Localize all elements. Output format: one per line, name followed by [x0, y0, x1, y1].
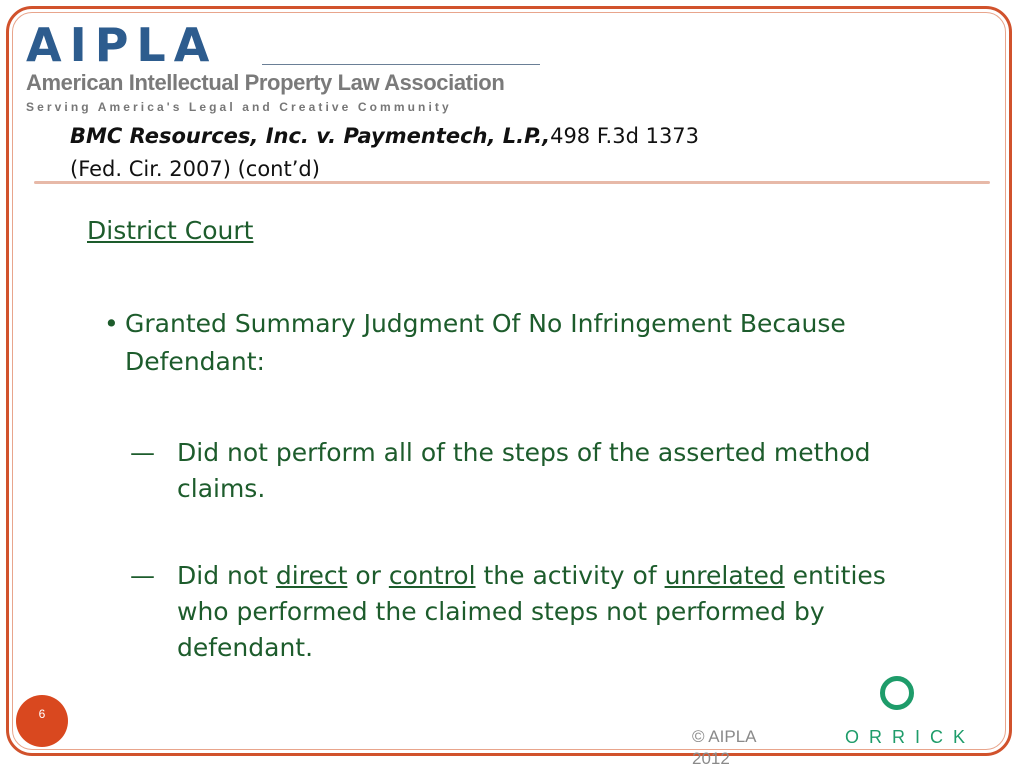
underlined-term-control: control [388, 561, 476, 590]
title-divider [34, 181, 990, 184]
bullet-item [104, 305, 924, 381]
case-name: BMC Resources, Inc. v. Paymentech, L.P. [70, 124, 543, 148]
sub-item-marker: — [130, 438, 155, 467]
aipla-logo-acronym: AIPLA [26, 18, 218, 72]
text-fragment: the activity of [475, 561, 665, 590]
section-heading: District Court [87, 216, 254, 245]
sub-item-text [130, 558, 940, 666]
sub-item-text: Did not perform all of the steps of the asserted method claims. [177, 438, 871, 503]
orrick-logo-text: ORRICK [845, 727, 976, 747]
case-court-year: (Fed. Cir. 2007) (cont’d) [70, 157, 320, 181]
aipla-logo-name: American Intellectual Property Law Association [26, 70, 505, 95]
copyright-notice: © AIPLA 2012 [692, 727, 756, 768]
underlined-term-unrelated: unrelated [664, 561, 785, 590]
logo-divider [262, 64, 540, 65]
aipla-logo-tagline: Serving America's Legal and Creative Community [26, 100, 452, 114]
case-separator: , [542, 124, 551, 148]
case-citation: 498 F.3d 1373 [550, 124, 700, 148]
page-number-badge [16, 695, 68, 747]
sub-item-marker: — [130, 561, 155, 590]
orrick-logo-ring-icon [880, 676, 914, 710]
bullet-marker: • [104, 309, 119, 338]
page-number: 6 [38, 707, 46, 721]
text-fragment: Did not [177, 561, 276, 590]
underlined-term-direct: direct [275, 561, 348, 590]
text-fragment: or [347, 561, 389, 590]
text-fragment: entities who performed the claimed steps not performed by defendant. [177, 561, 886, 662]
bullet-text: Granted Summary Judgment Of No Infringement Because Defendant: [125, 309, 846, 376]
sub-item [130, 435, 940, 507]
slide-title [70, 120, 870, 186]
sub-item [130, 558, 940, 666]
